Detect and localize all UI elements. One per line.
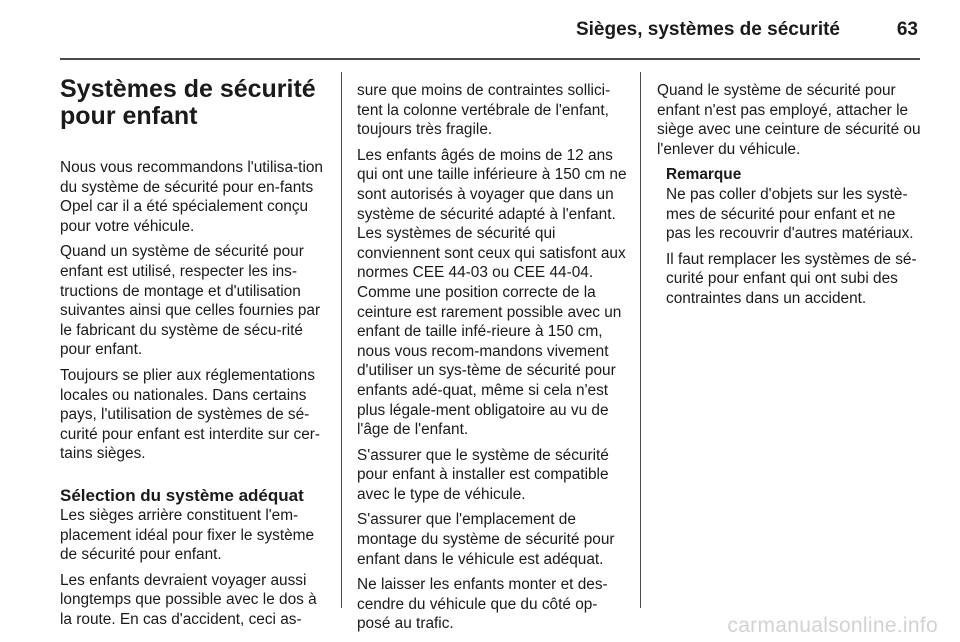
paragraph: Les enfants devraient voyager aussi longtemps que possible avec le dos à la route. En cas d'accident, ceci as- (60, 571, 317, 628)
note-paragraph: Ne pas coller d'objets sur les systè-mes de sécurité pour enfant et ne pas les recouvrir d'autres matériaux. (666, 185, 914, 243)
paragraph: Nous vous recommandons l'utilisa-tion du système de sécurité pour en-fants Opel car il a été spécialement conçu pour votre véhicule. (60, 159, 323, 235)
note-box (666, 165, 923, 308)
chapter-title (60, 76, 326, 130)
subheading: Sélection du système adéquat (60, 485, 304, 505)
paragraph: S'assurer que le système de sécurité pour enfant à installer est compatible avec le type de véhicule. (357, 446, 609, 503)
chapter-title-line-2: pour enfant (60, 102, 198, 130)
watermark: carmanualsonline.info (727, 614, 938, 637)
paragraph: sure que moins de contraintes sollici-tent la colonne vertébrale de l'enfant, toujours très fragile. (357, 82, 611, 139)
section-title: Sièges, systèmes de sécurité (575, 19, 840, 40)
column-2 (357, 81, 627, 640)
paragraph: Quand le système de sécurité pour enfant n'est pas employé, attacher le siège avec une ceinture de sécurité ou l'enlever du véhicule. (657, 82, 921, 158)
column-divider-1 (341, 72, 342, 608)
page-number: 63 (896, 19, 918, 40)
paragraph: Les sièges arrière constituent l'em-placement idéal pour fixer le système de sécurité pour enfant. (60, 506, 315, 564)
paragraph: Les enfants âgés de moins de 12 ans qui ont une taille inférieure à 150 cm ne sont autorisés à voyager que dans un système de sécurité adapté à l'enfant. Les systèmes de sécurité qui conviennent sont ceux qui satisfont aux normes CEE 44-03 ou CEE 44-04. Comme une position correcte de la ceinture est rarement possible avec un enfant de taille infé-rieure à 150 cm, nous vous recom-mandons vivement d'utiliser un sys-tème de sécurité pour enfants adé-quat, même si cela n'est plus légale-ment obligatoire au vu de l'âge de l'enfant. (357, 146, 627, 439)
paragraph: Ne laisser les enfants monter et des-cendre du véhicule que du côté op-posé au trafic. (357, 576, 608, 633)
paragraph: Toujours se plier aux réglementations locales ou nationales. Dans certains pays, l'utilisation de systèmes de sé-curité pour enfant est interdite sur cer-tains sièges. (60, 366, 321, 463)
page-header (60, 0, 920, 58)
paragraph: S'assurer que l'emplacement de montage du système de sécurité pour enfant dans le véhicule est adéquat. (357, 511, 615, 568)
paragraph: Quand un système de sécurité pour enfant est utilisé, respecter les ins-tructions de montage et d'utilisation suivantes ainsi que celles fournies par le fabricant du système de sécu-rité pour enfant. (60, 243, 321, 359)
column-divider-2 (640, 72, 641, 608)
header-rule (60, 58, 920, 60)
column-3 (657, 81, 923, 315)
column-1 (60, 76, 326, 635)
chapter-title-line-1: Systèmes de sécurité (60, 75, 316, 103)
note-label: Remarque (666, 166, 742, 184)
note-paragraph: Il faut remplacer les systèmes de sé-curité pour enfant qui ont subi des contraintes dans un accident. (666, 250, 917, 307)
